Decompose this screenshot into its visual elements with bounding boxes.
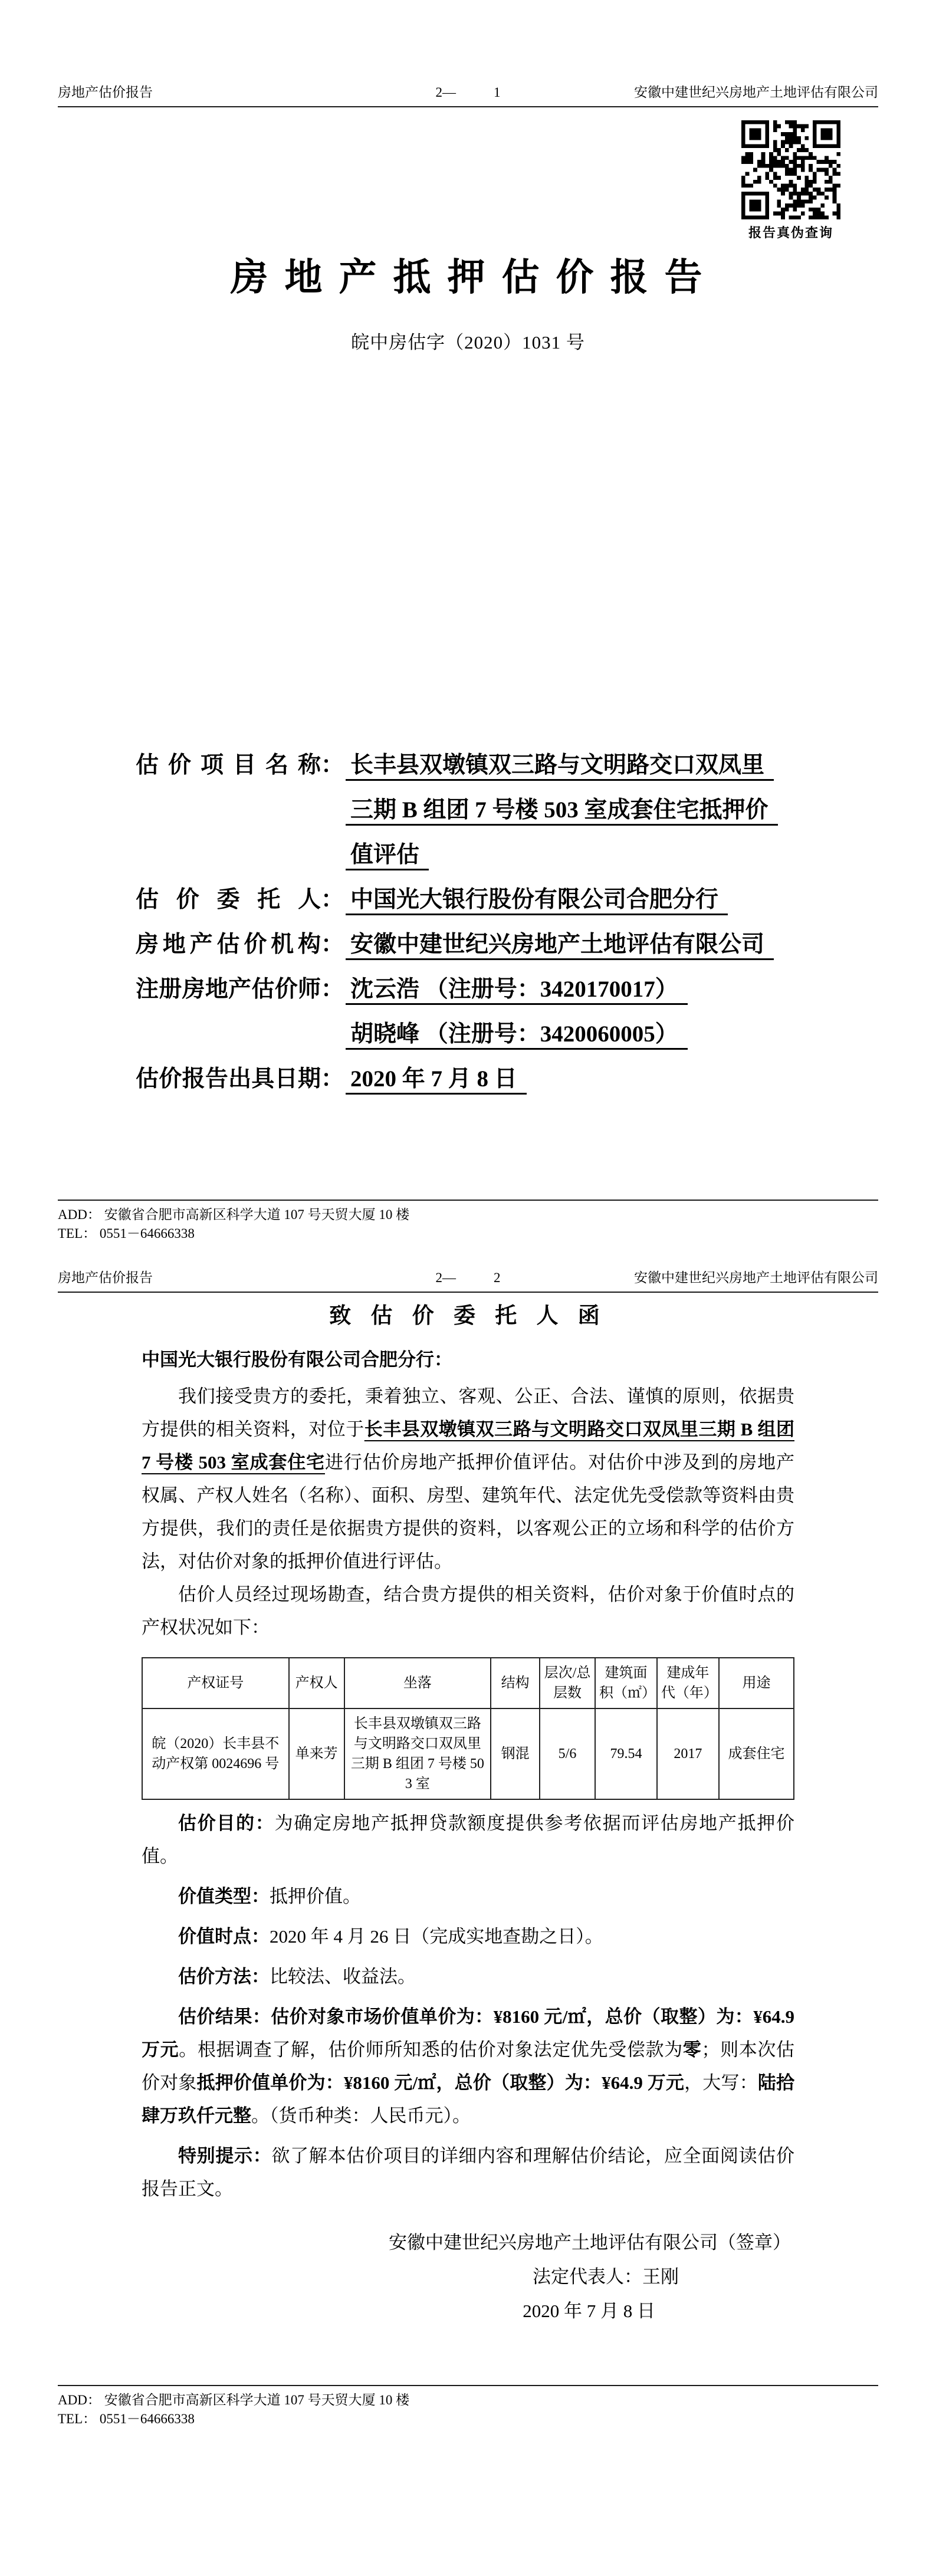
footer-address: ADD： 安徽省合肥市高新区科学大道 107 号天贸大厦 10 楼	[58, 1207, 410, 1222]
header-company-name: 安徽中建世纪兴房地产土地评估有限公司	[634, 85, 878, 100]
field-project-name-label	[136, 743, 346, 788]
item-note	[142, 2140, 794, 2206]
letter-body	[58, 1293, 878, 2328]
col-header-location: 坐落	[344, 1658, 491, 1708]
header-doc-type: 房地产估价报告	[58, 85, 153, 100]
field-client-value	[346, 878, 878, 922]
item-method-text: 比较法、收益法。	[270, 1966, 416, 1987]
doc-number: 皖中房估字（2020）1031 号	[351, 332, 585, 353]
result-mortgage-value: 抵押价值单价为：¥8160 元/㎡，总价（取整）为：¥64.9 万元	[196, 2072, 685, 2093]
field-project-name	[136, 743, 878, 878]
col-header-floor: 层次/总层数	[540, 1658, 595, 1708]
field-label-colon: ：	[321, 753, 344, 778]
signature-legal-representative: 法定代表人：王刚	[533, 2266, 679, 2287]
field-agency-label	[136, 922, 346, 967]
field-value-line	[346, 788, 878, 833]
item-purpose-text: 为确定房地产抵押贷款额度提供参考依据而评估房地产抵押价值。	[142, 1813, 795, 1867]
field-issue-date-label	[136, 1057, 346, 1102]
field-issue-date-value	[346, 1057, 878, 1102]
field-value-line	[346, 1057, 878, 1102]
letter-paragraph-survey: 估价人员经过现场勘查，结合贵方提供的相关资料，估价对象于价值时点的产权状况如下：	[142, 1584, 794, 1638]
header-page-indicator	[436, 1269, 501, 1287]
col-header-structure: 结构	[491, 1658, 540, 1708]
footer-address: ADD： 安徽省合肥市高新区科学大道 107 号天贸大厦 10 楼	[58, 2393, 410, 2407]
item-method	[142, 1960, 794, 1993]
item-purpose-label: 估价目的：	[178, 1813, 275, 1834]
qr-caption: 报告真伪查询	[748, 225, 833, 240]
field-project-name-value	[346, 743, 878, 878]
field-issue-date	[136, 1057, 878, 1102]
field-value-line	[346, 1012, 878, 1057]
field-value-line	[346, 967, 878, 1012]
item-value-date-text: 2020 年 4 月 26 日（完成实地查勘之日）。	[270, 1926, 603, 1947]
cell-floor: 5/6	[540, 1708, 595, 1799]
page-1-cover	[0, 0, 936, 1267]
cell-year: 2017	[657, 1708, 719, 1799]
field-label-colon: ：	[321, 1066, 344, 1092]
page-1-header	[58, 84, 878, 107]
subject-property-text: 长丰县双墩镇双三路与文明路交口双凤里三期 B 组团 7 号楼 503 室成套住宅	[142, 1419, 794, 1473]
field-label-colon: ：	[321, 932, 344, 957]
cell-location: 长丰县双墩镇双三路与文明路交口双凤里三期 B 组团 7 号楼 503 室	[344, 1708, 491, 1799]
field-value-text: 胡晓峰 （注册号：3420060005）	[346, 1021, 688, 1050]
result-amount-in-words: 陆拾肆万玖仟元整	[142, 2072, 795, 2126]
letter-paragraph-commission	[142, 1380, 794, 1578]
field-value-line	[346, 878, 878, 922]
page-2-footer	[58, 2385, 878, 2429]
item-value-type-label: 价值类型：	[178, 1886, 270, 1907]
result-market-value: 估价对象市场价值单价为：¥8160 元/㎡，总价（取整）为：¥64.9 万元	[142, 2006, 794, 2060]
field-value-text: 安徽中建世纪兴房地产土地评估有限公司	[346, 932, 774, 960]
col-header-area: 建筑面积（㎡）	[595, 1658, 657, 1708]
item-note-text: 欲了解本估价项目的详细内容和理解估价结论，应全面阅读估价报告正文。	[142, 2145, 794, 2199]
cell-area: 79.54	[595, 1708, 657, 1799]
cell-owner: 单来芳	[289, 1708, 344, 1799]
result-text: ，大写：	[684, 2072, 758, 2093]
field-client-label	[136, 878, 346, 922]
field-client	[136, 878, 878, 922]
result-zero: 零	[682, 2039, 702, 2060]
item-result	[142, 2000, 794, 2133]
header-doc-type: 房地产估价报告	[58, 1270, 153, 1285]
field-value-text: 中国光大银行股份有限公司合肥分行	[346, 887, 728, 915]
item-value-date-label: 价值时点：	[178, 1926, 270, 1947]
field-label-colon: ：	[321, 977, 344, 1002]
header-page-indicator	[436, 84, 501, 101]
field-label-colon: ：	[321, 887, 344, 912]
field-agency	[136, 922, 878, 967]
field-appraisers-value	[346, 967, 878, 1057]
field-value-line	[346, 743, 878, 788]
signature-date: 2020 年 7 月 8 日	[523, 2301, 655, 2321]
report-title: 房 地 产 抵 押 估 价 报 告	[230, 257, 706, 298]
signature-block	[142, 2226, 794, 2328]
qr-code	[741, 120, 840, 219]
field-appraisers	[136, 967, 878, 1057]
field-label-text: 估价项目名称	[136, 753, 321, 778]
item-purpose	[142, 1807, 794, 1873]
result-text: 。（货币种类：人民币元）。	[251, 2105, 471, 2126]
header-page-total: 2—	[435, 85, 456, 100]
field-value-text: 沈云浩 （注册号：3420170017）	[346, 977, 688, 1005]
cell-structure: 钢混	[491, 1708, 540, 1799]
field-value-line	[346, 833, 878, 878]
paragraph-text: 进行估价房地产抵押价值评估。对估价中涉及到的房地产权属、产权人姓名（名称）、面积、房型、建筑年代、法定优先受偿款等资料由贵方提供，我们的责任是依据贵方提供的资料，以客观公正的立场和科学的估价方法，对估价对象的抵押价值进行评估。	[142, 1452, 794, 1572]
col-header-owner: 产权人	[289, 1658, 344, 1708]
field-label-text: 估价报告出具日期	[136, 1066, 321, 1092]
footer-phone: TEL： 0551－64666338	[58, 2411, 195, 2426]
page-2-header	[58, 1269, 878, 1293]
property-rights-table	[142, 1657, 794, 1800]
qr-block	[732, 120, 850, 241]
letter-recipient: 中国光大银行股份有限公司合肥分行：	[142, 1349, 452, 1370]
field-value-line	[346, 922, 878, 967]
field-value-text: 三期 B 组团 7 号楼 503 室成套住宅抵押价	[346, 797, 778, 826]
page-1-footer	[58, 1200, 878, 1243]
field-label-text: 估价委托人	[136, 887, 321, 912]
item-note-label: 特别提示：	[178, 2145, 272, 2166]
field-value-text: 2020 年 7 月 8 日	[346, 1066, 527, 1095]
signature-company: 安徽中建世纪兴房地产土地评估有限公司（签章）	[389, 2232, 791, 2253]
cover-form	[58, 743, 878, 1102]
field-label-text: 注册房地产估价师	[136, 977, 321, 1002]
header-page-number: 1	[494, 85, 501, 100]
paragraph-text: 我们接受贵方的委托，秉着独立、客观、公正、合法、谨慎的原则，依据贵方提供的相关资料，对位于	[142, 1386, 794, 1440]
col-header-year: 建成年代（年）	[657, 1658, 719, 1708]
field-value-text: 值评估	[346, 842, 429, 870]
page-2-letter	[0, 1267, 936, 2576]
field-label-text: 房地产估价机构	[136, 932, 321, 957]
item-value-date	[142, 1920, 794, 1953]
header-page-total: 2—	[435, 1270, 456, 1285]
table-row	[142, 1708, 794, 1799]
item-value-type	[142, 1880, 794, 1913]
cell-cert-no: 皖（2020）长丰县不动产权第 0024696 号	[142, 1708, 289, 1799]
field-value-text: 长丰县双墩镇双三路与文明路交口双凤里	[346, 753, 774, 781]
cell-use: 成套住宅	[719, 1708, 794, 1799]
item-method-label: 估价方法：	[178, 1966, 270, 1987]
result-text: ；则本次估价对象	[142, 2039, 795, 2093]
letter-title: 致 估 价 委 托 人 函	[329, 1304, 607, 1328]
col-header-use: 用途	[719, 1658, 794, 1708]
result-text: 。根据调查了解，估价师所知悉的估价对象法定优先受偿款为	[179, 2039, 683, 2060]
header-page-number: 2	[494, 1270, 501, 1285]
table-header-row	[142, 1658, 794, 1708]
item-result-label: 估价结果：	[178, 2006, 271, 2027]
field-appraisers-label	[136, 967, 346, 1012]
item-value-type-text: 抵押价值。	[270, 1886, 361, 1907]
header-company-name: 安徽中建世纪兴房地产土地评估有限公司	[634, 1270, 878, 1285]
footer-phone: TEL： 0551－64666338	[58, 1226, 195, 1241]
col-header-cert-no: 产权证号	[142, 1658, 289, 1708]
field-agency-value	[346, 922, 878, 967]
